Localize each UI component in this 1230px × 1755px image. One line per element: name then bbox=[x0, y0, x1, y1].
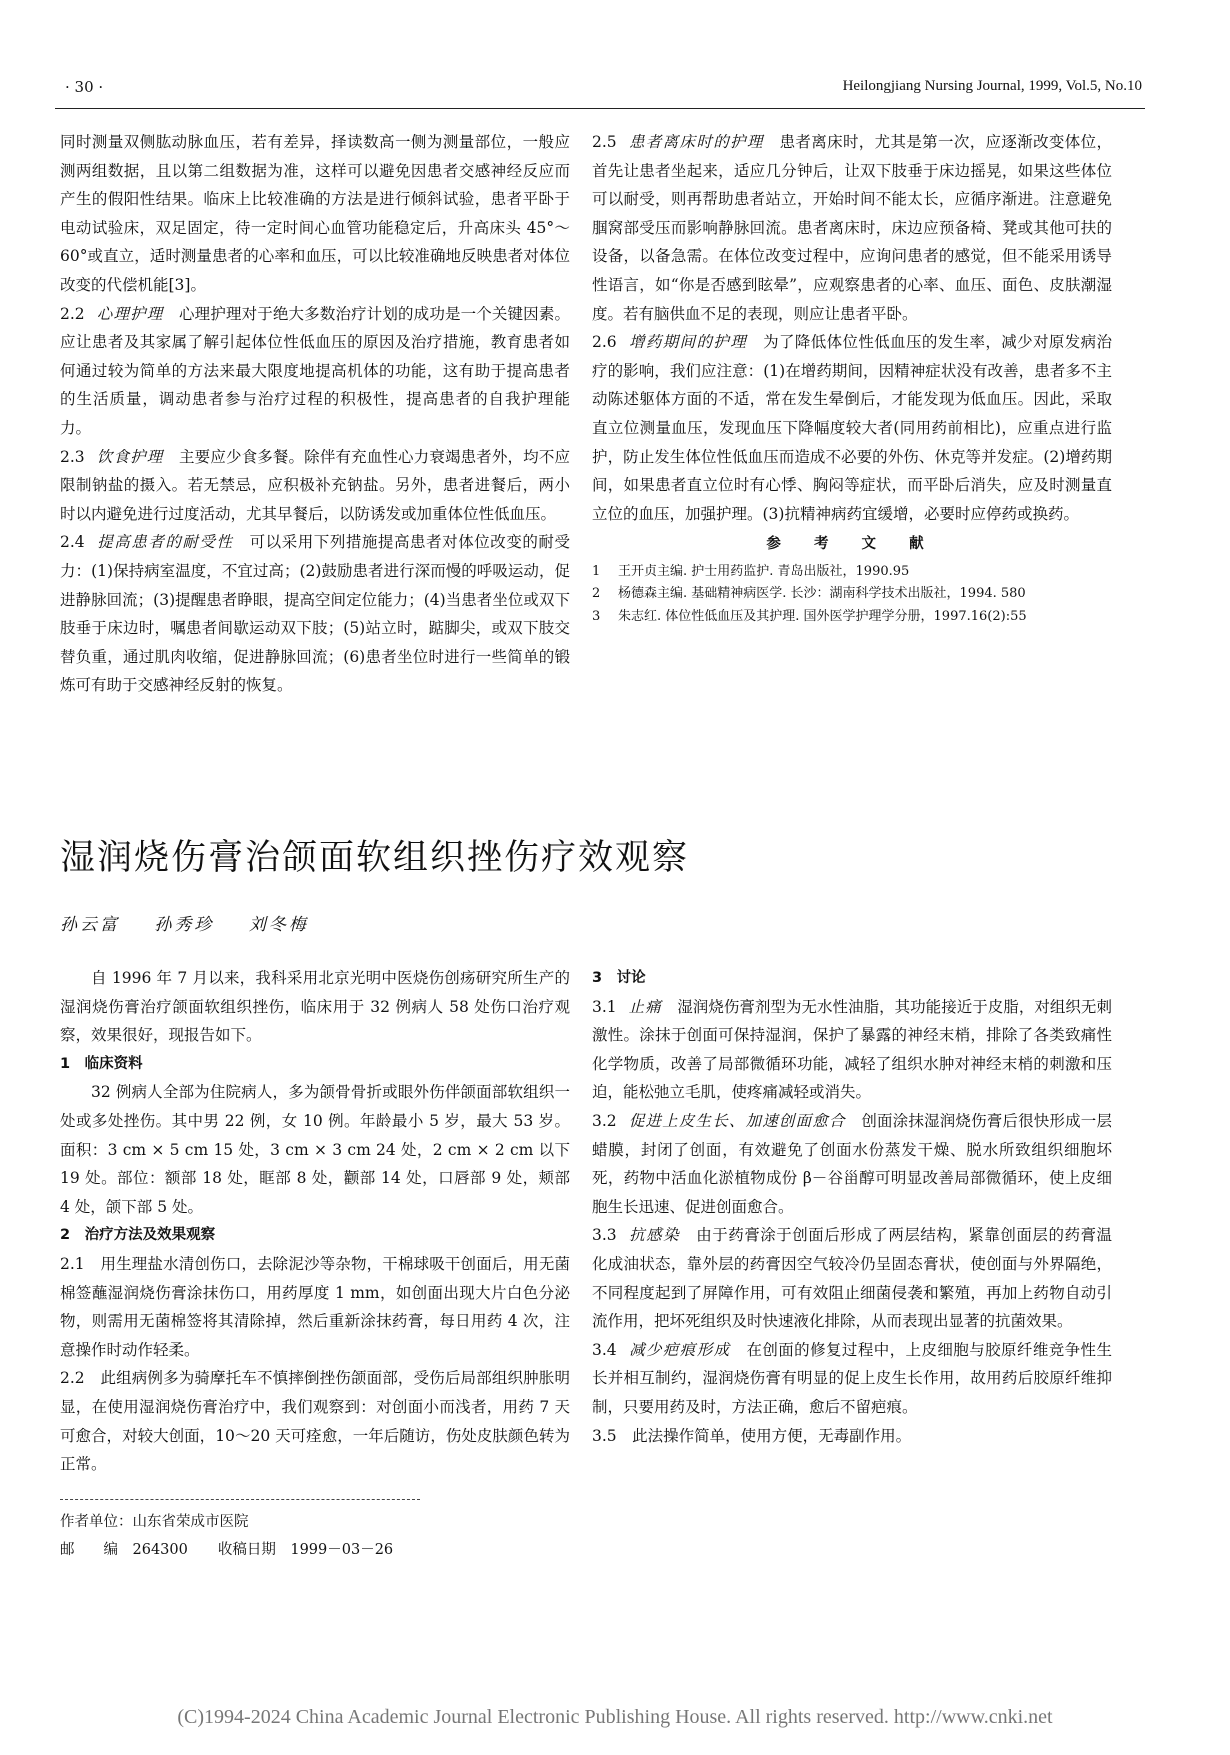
paragraph: 32 例病人全部为住院病人，多为颌骨骨折或眼外伤伴颌面部软组织一处或多处挫伤。其中男 22 例，女 10 例。年龄最小 5 岁，最大 53 岁。面积：3 cm × 5 cm 15 处，3 cm × 3 cm 24 处，2 cm × 2 cm 以下 19 处。部位：额部 18 处，眶部 8 处，颧部 14 处，口唇部 9 处，颊部 4 处，颌下部 5 处。 bbox=[60, 1083, 570, 1216]
postcode-label: 邮 编 bbox=[60, 1541, 118, 1558]
journal-reference: Heilongjiang Nursing Journal, 1999, Vol.5, No.10 bbox=[842, 78, 1142, 94]
reference-item bbox=[592, 606, 1112, 629]
section-title: 患者离床时的护理 bbox=[628, 133, 764, 151]
section-body: 可以采用下列措施提高患者对体位改变的耐受力：(1)保持病室温度，不宜过高；(2)鼓励患者进行深而慢的呼吸运动，促进静脉回流；(3)提醒患者睁眼，提高空间定位能力；(4)当患者坐位或双下肢垂于床边时，嘱患者间歇运动双下肢；(5)站立时，踮脚尖，或双下肢交替负重，通过肌肉收缩，促进静脉回流；(6)患者坐位时进行一些简单的锻炼可有助于交感神经反射的恢复。 bbox=[60, 533, 570, 695]
copyright-notice: (C)1994-2024 China Academic Journal Electronic Publishing House. All rights reserved. http://www.cnki.net bbox=[177, 1706, 1053, 1728]
references-heading: 参 考 文 献 bbox=[766, 536, 938, 553]
reference-item bbox=[592, 561, 1112, 584]
postal-info bbox=[60, 1536, 570, 1564]
reference-text: 朱志红. 体位性低血压及其护理. 国外医学护理学分册，1997.16(2):55 bbox=[618, 608, 1027, 624]
author: 刘冬梅 bbox=[248, 915, 309, 935]
footnote-divider bbox=[60, 1499, 420, 1500]
section-number: 2.6 bbox=[592, 333, 617, 352]
author: 孙秀珍 bbox=[154, 915, 215, 935]
section-title: 提高患者的耐受性 bbox=[96, 533, 234, 552]
reference-number: 2 bbox=[592, 586, 601, 602]
section-title: 心理护理 bbox=[96, 304, 164, 323]
article-title: 湿润烧伤膏治颌面软组织挫伤疗效观察 bbox=[60, 838, 690, 878]
page-number: · 30 · bbox=[65, 78, 104, 96]
section-heading: 1 临床资料 bbox=[60, 1055, 143, 1072]
section-body: 由于药膏涂于创面后形成了两层结构，紧靠创面层的药膏温化成油状态，靠外层的药膏因空气较冷仍呈固态膏状，使创面与外界隔绝，不同程度起到了屏障作用，可有效阻止细菌侵袭和繁殖，再加上药物自动引流作用，把坏死组织及时快速液化排除，从而表现出显著的抗菌效果。 bbox=[592, 1226, 1112, 1331]
section-body: 在创面的修复过程中，上皮细胞与胶原纤维竞争性生长并相互制约，湿润烧伤膏有明显的促上皮生长作用，故用药后胶原纤维抑制，只要用药及时，方法正确，愈后不留疤痕。 bbox=[592, 1340, 1112, 1416]
section-2-4 bbox=[60, 528, 570, 700]
section-title: 抗感染 bbox=[628, 1226, 681, 1245]
header-rule bbox=[55, 108, 1145, 109]
section-body: 创面涂抹湿润烧伤膏后很快形成一层蜡膜，封闭了创面，有效避免了创面水份蒸发干燥、脱水所致组织细胞坏死，药物中活血化淤植物成份 β－谷甾醇可明显改善局部微循环，使上皮细胞生长迅速、促进创面愈合。 bbox=[592, 1111, 1112, 1216]
prev-article-right-column bbox=[592, 128, 1112, 628]
section-body: 主要应少食多餐。除伴有充血性心力衰竭患者外，均不应限制钠盐的摄入。若无禁忌，应积极补充钠盐。另外，患者进餐后，两小时以内避免进行过度活动，尤其早餐后，以防诱发或加重体位性低血压。 bbox=[60, 447, 570, 523]
unit-label: 作者单位： bbox=[60, 1513, 133, 1530]
intro-paragraph: 自 1996 年 7 月以来，我科采用北京光明中医烧伤创疡研究所生产的湿润烧伤膏治疗颌面软组织挫伤，临床用于 32 例病人 58 处伤口治疗观察，效果很好，现报告如下。 bbox=[60, 969, 570, 1045]
reference-list bbox=[592, 561, 1112, 629]
section-3-2 bbox=[592, 1107, 1112, 1221]
reference-text: 王开贞主编. 护士用药监护. 青岛出版社，1990.95 bbox=[618, 563, 910, 579]
section-2-5 bbox=[592, 128, 1112, 328]
author: 孙云富 bbox=[60, 915, 120, 935]
unit-value: 山东省荣成市医院 bbox=[132, 1513, 249, 1530]
section-number: 3.3 bbox=[592, 1226, 617, 1245]
section-body: 心理护理对于绝大多数治疗计划的成功是一个关键因素。应让患者及其家属了解引起体位性低血压的原因及治疗措施，教育患者如何通过较为简单的方法来最大限度地提高机体的功能，这有助于提高患者的生活质量，调动患者参与治疗过程的积极性，提高患者的自我护理能力。 bbox=[60, 304, 570, 437]
section-title: 增药期间的护理 bbox=[628, 333, 748, 352]
reference-number: 3 bbox=[592, 608, 601, 624]
section-3-3 bbox=[592, 1221, 1112, 1335]
received-date: 1999－03－26 bbox=[290, 1541, 394, 1558]
reference-item bbox=[592, 583, 1112, 606]
section-3-5: 3.5 此法操作简单，使用方便，无毒副作用。 bbox=[592, 1426, 912, 1445]
received-label: 收稿日期 bbox=[217, 1541, 276, 1558]
postcode-value: 264300 bbox=[132, 1541, 188, 1558]
reference-text: 杨德森主编. 基础精神病医学. 长沙：湖南科学技术出版社，1994. 580 bbox=[618, 586, 1026, 602]
section-title: 减少疤痕形成 bbox=[628, 1340, 731, 1359]
section-number: 3.2 bbox=[592, 1111, 617, 1130]
section-3-1 bbox=[592, 993, 1112, 1107]
author-unit bbox=[60, 1508, 570, 1536]
paragraph: 2.2 此组病例多为骑摩托车不慎摔倒挫伤颌面部，受伤后局部组织肿胀明显，在使用湿润烧伤膏治疗中，我们观察到：对创面小而浅者，用药 7 天可愈合，对较大创面，10～20 天可痊愈，一年后随访，伤处皮肤颜色转为正常。 bbox=[60, 1369, 570, 1474]
section-title: 饮食护理 bbox=[96, 447, 164, 466]
section-number: 3.4 bbox=[592, 1340, 617, 1359]
section-number: 2.5 bbox=[592, 133, 617, 151]
section-title: 止痛 bbox=[628, 997, 662, 1016]
article-right-column bbox=[592, 964, 1112, 1450]
paragraph: 同时测量双侧肱动脉血压，若有差异，择读数高一侧为测量部位，一般应测两组数据，且以第二组数据为准，这样可以避免因患者交感神经反应而产生的假阳性结果。临床上比较准确的方法是进行倾斜试验，患者平卧于电动试验床，双足固定，待一定时间心血管功能稳定后，升高床头 45°～60°或直立，适时测量患者的心率和血压，可以比较准确地反映患者对体位改变的代偿机能[3]。 bbox=[60, 133, 570, 294]
prev-article-left-column bbox=[60, 128, 570, 700]
section-heading: 3 讨论 bbox=[592, 970, 646, 986]
section-heading: 2 治疗方法及效果观察 bbox=[60, 1227, 216, 1244]
section-2-6 bbox=[592, 328, 1112, 528]
section-number: 2.3 bbox=[60, 447, 85, 466]
section-2-3 bbox=[60, 443, 570, 529]
paragraph: 2.1 用生理盐水清创伤口，去除泥沙等杂物，干棉球吸干创面后，用无菌棉签蘸湿润烧伤膏涂抹伤口，用药厚度 1 mm，如创面出现大片白色分泌物，则需用无菌棉签将其清除掉，然后重新涂抹药膏，每日用药 4 次，注意操作时动作轻柔。 bbox=[60, 1254, 570, 1359]
section-3-4 bbox=[592, 1336, 1112, 1422]
author-info bbox=[60, 1508, 570, 1564]
reference-number: 1 bbox=[592, 563, 601, 579]
section-title: 促进上皮生长、加速创面愈合 bbox=[628, 1111, 846, 1130]
section-2-2 bbox=[60, 300, 570, 443]
section-body: 湿润烧伤膏剂型为无水性油脂，其功能接近于皮脂，对组织无刺激性。涂抹于创面可保持湿润，保护了暴露的神经末梢，排除了各类致痛性化学物质，改善了局部微循环功能，减轻了组织水肿对神经末梢的刺激和压迫，能松弛立毛肌，使疼痛减轻或消失。 bbox=[592, 997, 1112, 1102]
section-number: 2.2 bbox=[60, 304, 85, 323]
author-list bbox=[60, 910, 335, 935]
section-number: 2.4 bbox=[60, 533, 85, 552]
section-body: 为了降低体位性低血压的发生率，减少对原发病治疗的影响，我们应注意：(1)在增药期间，因精神症状没有改善，患者多不主动陈述躯体方面的不适，常在发生晕倒后，才能发现为低血压。因此，采取直立位测量血压，发现血压下降幅度较大者(同用药前相比)，应重点进行监护，防止发生体位性低血压而造成不必要的外伤、休克等并发症。(2)增药期间，如果患者直立位时有心悸、胸闷等症状，而平卧后消失，应及时测量直立位的血压，加强护理。(3)抗精神病药宜缓增，必要时应停药或换药。 bbox=[592, 333, 1112, 523]
article-left-column bbox=[60, 964, 570, 1564]
section-body: 患者离床时，尤其是第一次，应逐渐改变体位，首先让患者坐起来，适应几分钟后，让双下肢垂于床边摇晃，如果这些体位可以耐受，则再帮助患者站立，开始时间不能太长，应循序渐进。注意避免腘窝部受压而影响静脉回流。患者离床时，床边应预备椅、凳或其他可扶的设备，以备急需。在体位改变过程中，应询问患者的感觉，但不能采用诱导性语言，如“你是否感到眩晕”，应观察患者的心率、血压、面色、皮肤潮湿度。若有脑供血不足的表现，则应让患者平卧。 bbox=[592, 133, 1112, 323]
section-number: 3.1 bbox=[592, 997, 617, 1016]
